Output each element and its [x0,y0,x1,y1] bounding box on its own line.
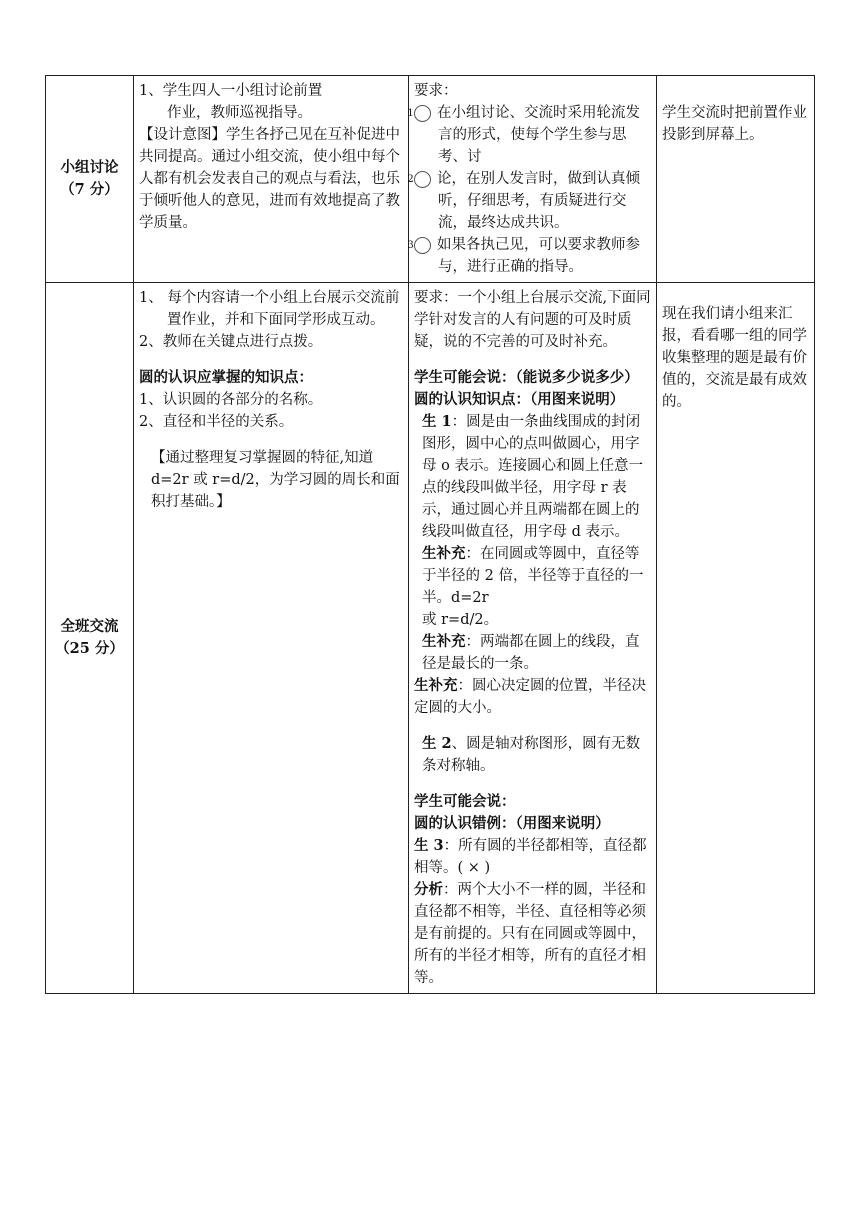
knowledge-heading: 圆的认识知识点：（用图来说明） [414,391,625,408]
table-row [46,283,815,994]
table-row [46,76,815,283]
student-supplement-cont: 或 r=d/2。 [422,612,499,628]
requirement-text: 如果各执己见，可以要求教师参与，进行正确的指导。 [437,237,640,275]
knowledge-point: 2、直径和半径的关系。 [139,414,294,430]
teacher-item: 2、教师在关键点进行点拨。 [139,334,323,350]
note-cell [657,283,815,994]
students-may-say: 学生可能会说：（能说多少说多少） [414,369,639,386]
student-answer: 生 3：所有圆的半径都相等，直径都相等。( × ) [414,837,647,876]
design-intent: 【设计意图】学生各抒己见在互补促进中共同提高。通过小组交流，使小组中每个人都有机会发表自己的观点与看法，也乐于倾听他人的意见，进而有效地提高了教学质量。 [139,127,400,231]
student-answer: 生 1：圆是由一条曲线围成的封闭图形，圆中心的点叫做圆心，用字母 o 表示。连接圆心和圆上任意一点的线段叫做半径，用字母 r 表示，通过圆心并且两端都在圆上的线段叫做直径，用字母 d 表示。 [422,413,643,540]
requirement-item [407,102,651,168]
student-activity-cell [409,76,657,283]
requirement-text: 在小组讨论、交流时采用轮流发言的形式，使每个学生参与思考、讨 [437,105,640,165]
circled-number-icon: 3 [414,237,431,254]
teacher-item: 1、学生四人一小组讨论前置 [139,83,323,99]
student-supplement: 生补充：圆心决定圆的位置，半径决定圆的大小。 [414,677,646,716]
lesson-plan-table [45,75,815,994]
students-may-say: 学生可能会说： [414,793,516,810]
requirement-text: 论，在别人发言时，做到认真倾听，仔细思考，有质疑进行交流，最终达成共识。 [437,171,640,231]
teacher-item-cont: 作业，教师巡视指导。 [167,105,312,121]
stage-cell [46,283,134,994]
teacher-activity-cell [134,283,409,994]
design-intent: 【通过整理复习掌握圆的特征,知道 d=2r 或 r=d/2，为学习圆的周长和面积打基础。】 [151,450,400,510]
stage-label: 全班交流 [60,618,119,635]
analysis: 分析：两个大小不一样的圆，半径和直径都不相等，半径、直径相等必须是有前提的。只有在同圆或等圆中，所有的半径才相等，所有的直径才相等。 [414,881,646,986]
stage-time: （7 分） [60,181,119,198]
requirement-label: 要求： [414,83,458,99]
knowledge-point: 1、认识圆的各部分的名称。 [139,392,323,408]
circled-number-icon: 1 [414,105,431,122]
note-cell [657,76,815,283]
circled-number-icon: 2 [414,171,431,188]
student-answer: 生 2、圆是轴对称图形，圆有无数条对称轴。 [422,735,641,774]
stage-time: （25 分） [55,640,124,657]
note-text: 学生交流时把前置作业投影到屏幕上。 [662,105,807,143]
requirement-item [407,234,651,278]
note-text: 现在我们请小组来汇报，看看哪一组的同学收集整理的题是最有价值的，交流是最有成效的。 [662,306,807,410]
knowledge-points-title: 圆的认识应掌握的知识点： [139,369,313,386]
stage-cell [46,76,134,283]
teacher-item: 1、 每个内容请一个小组上台展示交流前置作业，并和下面同学形成互动。 [139,290,400,328]
student-supplement: 生补充：在同圆或等圆中，直径等于半径的 2 倍，半径等于直径的一半。d=2r [422,545,644,606]
error-heading: 圆的认识错例：（用图来说明） [414,815,610,832]
requirement-text: 要求：一个小组上台展示交流,下面同学针对发言的人有问题的可及时质疑，说的不完善的可及时补充。 [414,290,651,350]
student-supplement: 生补充：两端都在圆上的线段，直径是最长的一条。 [422,633,640,672]
student-activity-cell [409,283,657,994]
teacher-activity-cell [134,76,409,283]
requirement-item [407,168,651,234]
stage-label: 小组讨论 [60,159,119,176]
